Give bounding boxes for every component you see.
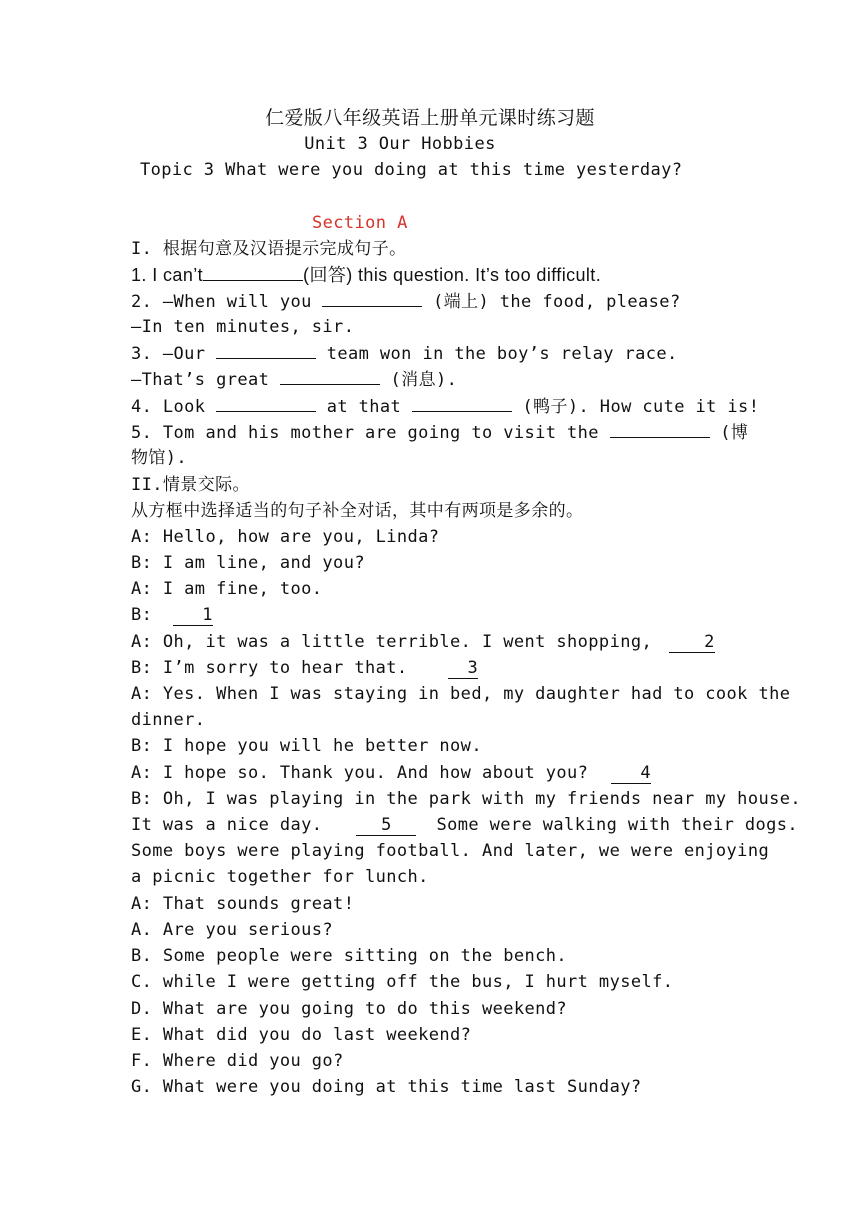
option-a: A. Are you serious? [131,920,334,940]
question-3-reply: —That’s great (消息). [131,366,457,392]
dialogue-line: A: I hope so. Thank you. And how about you? 4 [131,763,651,783]
dialogue-line: A: Yes. When I was staying in bed, my daughter had to cook the [131,684,791,704]
option-g: G. What were you doing at this time last Sunday? [131,1077,642,1097]
blank-4: 4 [611,763,651,784]
option-c: C. while I were getting off the bus, I hurt myself. [131,972,674,992]
question-2: 2. —When will you (端上) the food, please? [131,288,681,314]
dialogue-line: B: 1 [131,605,213,625]
dialogue-line: B: I am line, and you? [131,553,365,573]
part2-instruction: 从方框中选择适当的句子补全对话，其中有两项是多余的。 [131,501,584,521]
option-d: D. What are you going to do this weekend? [131,999,568,1019]
unit-title: Unit 3 Our Hobbies [304,134,496,154]
answer-blank [412,393,512,412]
dialogue-line: B: Oh, I was playing in the park with my friends near my house. [131,789,801,809]
dialogue-line: B: I hope you will he better now. [131,736,482,756]
part1-heading: I. 根据句意及汉语提示完成句子。 [131,239,407,259]
dialogue-line: A: Oh, it was a little terrible. I went shopping, 2 [131,632,715,652]
option-e: E. What did you do last weekend? [131,1025,472,1045]
doc-title: 仁爱版八年级英语上册单元课时练习题 [265,107,595,129]
dialogue-line: a picnic together for lunch. [131,867,429,887]
blank-1: 1 [173,605,213,626]
question-4: 4. Look at that (鸭子). How cute it is! [131,393,759,419]
question-5: 5. Tom and his mother are going to visit the (博 [131,419,748,445]
question-2-reply: —In ten minutes, sir. [131,317,355,337]
answer-blank [216,340,316,359]
question-1: 1. I can’t (回答) this question. It’s too difficult. [131,262,601,288]
answer-blank [216,393,316,412]
section-title: Section A [312,213,408,233]
answer-blank [322,288,422,307]
topic-title: Topic 3 What were you doing at this time yesterday? [140,160,683,180]
option-f: F. Where did you go? [131,1051,344,1071]
part2-heading: II.情景交际。 [131,475,250,495]
question-3: 3. —Our team won in the boy’s relay race. [131,340,678,366]
answer-blank [610,419,710,438]
blank-2: 2 [669,632,715,653]
question-5-cont: 物馆). [131,448,188,468]
answer-blank [203,262,303,281]
dialogue-line: A: That sounds great! [131,894,355,914]
answer-blank [280,366,380,385]
dialogue-line: B: I’m sorry to hear that. 3 [131,658,479,678]
option-b: B. Some people were sitting on the bench. [131,946,568,966]
dialogue-line: Some boys were playing football. And later, we were enjoying [131,841,770,861]
dialogue-line: A: I am fine, too. [131,579,323,599]
blank-3: 3 [448,658,478,679]
blank-5: 5 [356,815,416,836]
dialogue-line: dinner. [131,710,206,730]
dialogue-line: It was a nice day. 5 Some were walking with their dogs. [131,815,799,835]
dialogue-line: A: Hello, how are you, Linda? [131,527,440,547]
